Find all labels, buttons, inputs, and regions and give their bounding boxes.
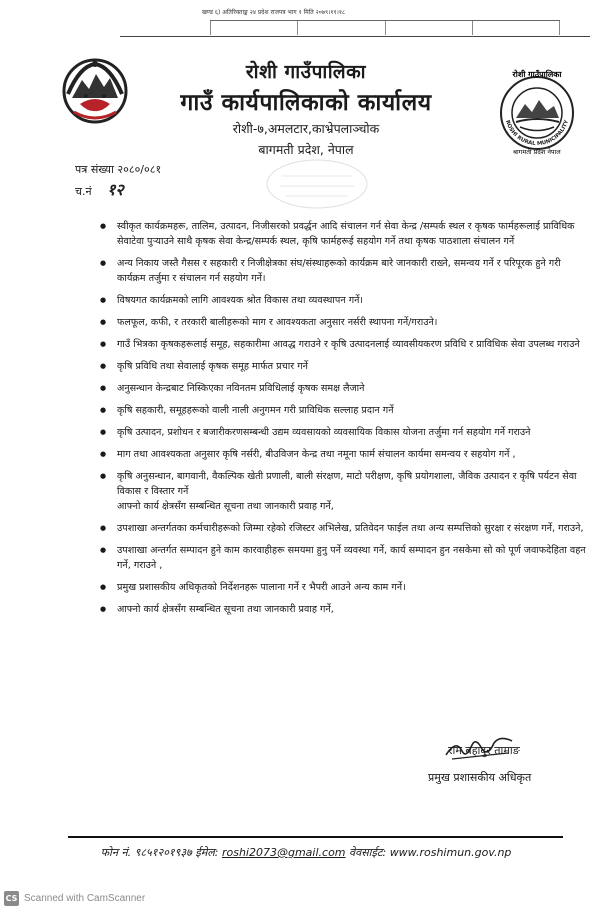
duty-item: ● कृषि प्रविधि तथा सेवालाई कृषक समूह मार्फत प्रचार गर्ने: [100, 359, 590, 374]
camscanner-icon: CS: [4, 891, 19, 906]
address-line-2: बागमती प्रदेश, नेपाल: [258, 142, 354, 157]
duty-item: ● कृषि अनुसन्धान, बागवानी, वैकल्पिक खेती प्रणाली, बाली संरक्षण, माटो परीक्षण, कृषि प्रयोगशाला, जैविक उत्पादन र कृषि पर्यटन सेवा विकास र विस्तार गर्ने आफ्नो कार्य क्षेत्रसँग सम्बन्धित सूचना तथा जानकारी प्रवाह गर्ने,: [100, 469, 590, 514]
duty-item: ● कृषि सहकारी, समूहहरूको वाली नाली अनुगमन गरी प्राविधिक सल्लाह प्रदान गर्ने: [100, 403, 590, 418]
footer-website-label: वेवसाईट:: [349, 846, 387, 859]
signatory-title: प्रमुख प्रशासकीय अधिकृत: [428, 771, 532, 784]
duty-item: ● उपशाखा अन्तर्गतका कर्मचारीहरूको जिम्मा रहेको रजिस्टर अभिलेख, प्रतिवेदन फाईल तथा अन्य सम्पत्तिको सुरक्षा र संरक्षण गर्ने, गराउने,: [100, 521, 590, 536]
duty-item: ● कृषि उत्पादन, प्रशोधन र बजारीकरणसम्बन्धी उद्यम व्यवसायको व्यवसायिक विकास योजना तर्जुमा गर्न सहयोग गर्ने गराउने: [100, 425, 590, 440]
gazette-reference: खण्ड ६) अतिरिक्ताङ्क २४ प्रदेश राजपत्र भाग १ मिति २०७९।११।१८: [202, 9, 346, 16]
footer-divider: [68, 836, 563, 838]
footer-contact: [0, 845, 612, 860]
duty-item-extra-line: आफ्नो कार्य क्षेत्रसँग सम्बन्धित सूचना तथा जानकारी प्रवाह गर्ने,: [117, 501, 334, 512]
gazette-header-strip: [120, 6, 590, 37]
scanner-label: Scanned with CamScanner: [24, 892, 146, 904]
duty-item: ● स्वीकृत कार्यक्रमहरू, तालिम, उत्पादन, निजीसरको प्रवर्द्धन आदि संचालन गर्न सेवा केन्द्र /सम्पर्क स्थल र कृषक फार्महरूलाई प्राविधिक सेवाटेवा पुऱ्याउने साथै कृषक सेवा केन्द्र/सम्पर्क स्थल, कृषि फार्महरूई सहयोग गर्ने तथा कृषक पाठशाला संचालन गर्ने: [100, 219, 590, 249]
scanner-watermark: [4, 890, 145, 906]
dispatch-number-line: [75, 178, 124, 200]
duty-item: ● अनुसन्धान केन्द्रबाट निस्किएका नविनतम प्रविधिलाई कृषक समक्ष लैजाने: [100, 381, 590, 396]
letter-reference-number: पत्र संख्या २०८०/०८१: [75, 163, 162, 176]
logo-bottom-text: बागमती प्रदेश नेपाल: [513, 148, 561, 156]
logo-top-text: रोशी गाउँपालिका: [512, 70, 562, 79]
faint-stamp-mark: [262, 156, 372, 212]
duties-list: [100, 219, 590, 624]
duty-item: ● आफ्नो कार्य क्षेत्रसँग सम्बन्धित सूचना तथा जानकारी प्रवाह गर्ने,: [100, 602, 590, 617]
dispatch-number: १२: [107, 180, 124, 199]
dispatch-label: च.नं: [75, 185, 92, 198]
footer-phone: फोन नं. ९८५१२०१९३७: [100, 846, 192, 859]
duty-item: ● गाउँ भित्रका कृषकहरूलाई समूह, सहकारीमा आवद्ध गराउने र कृषि उत्पादनलाई व्यावसीयकरण प्रविधि र प्राविधिक सेवा उपलब्ध गराउने: [100, 337, 590, 352]
footer-email-label: ईमेल:: [195, 846, 219, 859]
municipality-logo: [492, 66, 582, 156]
address-line-1: रोशी-७,अमलटार,काभ्रेपलाञ्चोक: [232, 121, 380, 136]
duty-item: ● माग तथा आवश्यकता अनुसार कृषि नर्सरी, बीउविजन केन्द्र तथा नमूना फार्म संचालन कार्यमा समन्वय र सहयोग गर्ने ,: [100, 447, 590, 462]
duty-item: ● फलफूल, कफी, र तरकारी बालीहरूको माग र आवश्यकता अनुसार नर्सरी स्थापना गर्ने/गराउने।: [100, 315, 590, 330]
footer-website-link[interactable]: www.roshimun.gov.np: [389, 846, 512, 859]
duty-item: ● विषयगत कार्यक्रमको लागि आवश्यक श्रोत विकास तथा व्यवस्थापन गर्ने।: [100, 293, 590, 308]
duty-item: ● अन्य निकाय जस्तै गैसस र सहकारी र निजीक्षेत्रका संघ/संस्थाहरूको कार्यक्रम बारे जानकारी राख्ने, समन्वय गर्ने र परिपूरक हुने गरी कार्यक्रम तर्जुमा र संचालन गर्न सहयोग गर्ने।: [100, 256, 590, 286]
municipality-name: रोशी गाउँपालिका: [245, 61, 367, 83]
duty-item: ● उपशाखा अन्तर्गत सम्पादन हुने काम कारवाहीहरू समयमा हुनु पर्ने व्यवस्था गर्ने, कार्य सम्पादन हुन नसकेमा सो को पूर्ण जवाफदेहिता वहन गर्ने, गराउने ,: [100, 543, 590, 573]
duty-item: ● प्रमुख प्रशासकीय अधिकृतको निर्देशनहरू पालाना गर्ने र भैपरी आउने अन्य काम गर्ने।: [100, 580, 590, 595]
footer-email-link[interactable]: roshi2073@gmail.com: [221, 846, 346, 859]
office-name: गाउँ कार्यपालिकाको कार्यालय: [180, 90, 432, 116]
signatory-name: राम बहादुर तामाङ: [448, 744, 520, 757]
gazette-table-cells: [210, 20, 560, 35]
logo-ring-text: ROSHI RURAL MUNICIPALITY: [503, 119, 571, 148]
